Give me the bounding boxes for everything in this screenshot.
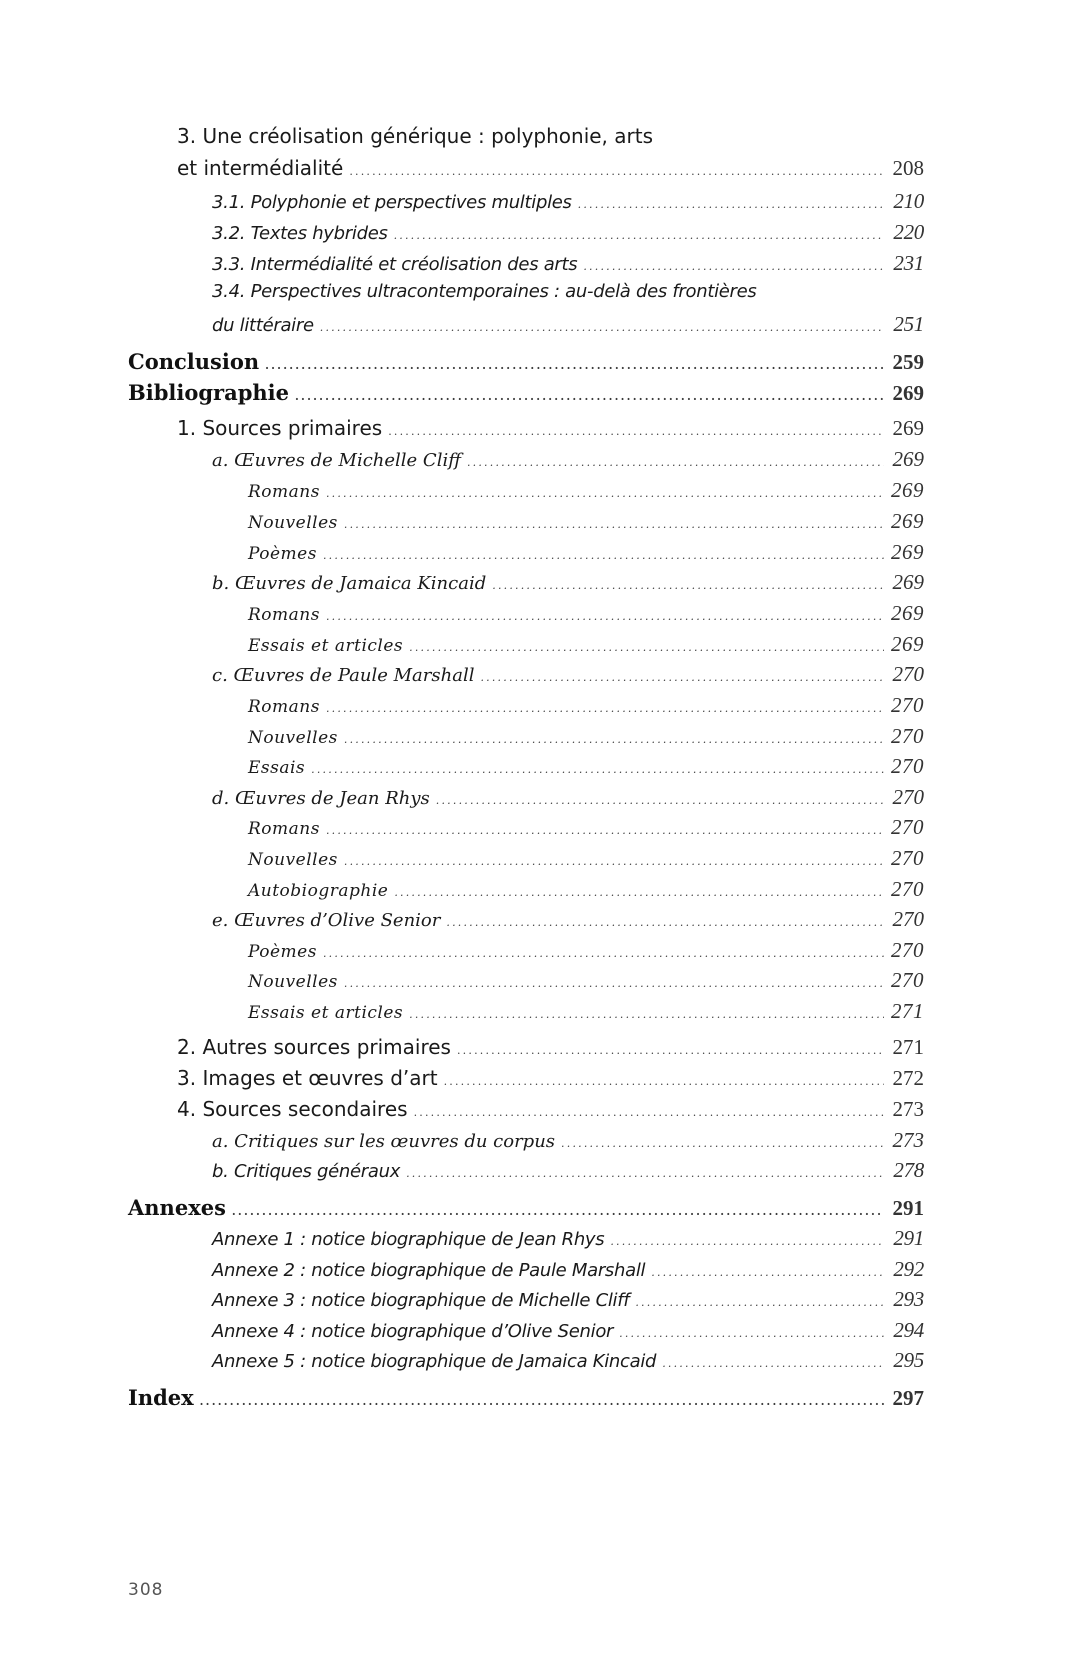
toc-entry-label: Bibliographie	[128, 380, 290, 405]
toc-entry[interactable]	[248, 754, 924, 779]
dot-leader	[619, 1327, 884, 1340]
toc-entry[interactable]	[248, 846, 924, 871]
dot-leader	[480, 671, 884, 684]
toc-entry-label: Annexe 1 : notice biographique de Jean Rhys	[212, 1229, 605, 1250]
toc-entry-label: et intermédialité	[177, 156, 344, 180]
toc-entry-label: Nouvelles	[248, 972, 338, 992]
toc-page-number: 269	[891, 601, 924, 625]
toc-entry[interactable]	[212, 1287, 924, 1312]
dot-leader	[406, 1167, 884, 1180]
toc-entry[interactable]	[248, 509, 924, 534]
dot-leader	[561, 1137, 884, 1150]
toc-page-number: 271	[891, 999, 924, 1023]
toc-page-number: 270	[891, 968, 924, 992]
dot-leader	[326, 610, 884, 623]
dot-leader	[311, 763, 884, 776]
toc-page-number: 292	[893, 1257, 924, 1281]
toc-page-number: 270	[891, 815, 924, 839]
toc-page-number: 271	[892, 1035, 924, 1059]
dot-leader	[610, 1235, 884, 1248]
dot-leader	[651, 1266, 884, 1279]
toc-entry-label: 3.2. Textes hybrides	[212, 223, 388, 244]
toc-entry-label: Annexe 4 : notice biographique d’Olive Senior	[212, 1321, 614, 1342]
toc-entry-label: Romans	[248, 819, 320, 839]
dot-leader	[295, 390, 884, 403]
dot-leader	[662, 1357, 884, 1370]
toc-page-number: 269	[891, 540, 924, 564]
toc-entry-label: a. Critiques sur les œuvres du corpus	[212, 1131, 556, 1152]
toc-entry-label: Essais et articles	[248, 1003, 404, 1023]
page-folio: 308	[128, 1580, 164, 1600]
dot-leader	[326, 702, 884, 715]
toc-entry[interactable]	[248, 724, 924, 749]
toc-entry-label: Nouvelles	[248, 513, 338, 533]
dot-leader	[232, 1205, 884, 1218]
toc-entry-label: d. Œuvres de Jean Rhys	[212, 788, 430, 809]
toc-entry-label: Essais	[248, 758, 306, 778]
toc-page-number: 269	[891, 632, 924, 656]
toc-entry[interactable]	[248, 693, 924, 718]
toc-page-number: 295	[893, 1348, 924, 1372]
toc-page-number: 269	[892, 447, 924, 471]
toc-page-number: 273	[892, 1128, 924, 1152]
dot-leader	[457, 1044, 884, 1057]
dot-leader	[323, 947, 884, 960]
toc-entry-label: 3.3. Intermédialité et créolisation des arts	[212, 254, 578, 275]
toc-entry[interactable]	[248, 601, 924, 626]
toc-entry-label: Annexe 5 : notice biographique de Jamaica Kincaid	[212, 1351, 657, 1372]
toc-section-3-line1: 3. Une créolisation générique : polyphonie, arts	[177, 124, 654, 148]
toc-entry[interactable]	[212, 570, 924, 595]
toc-page-number: 270	[892, 785, 924, 809]
toc-entry[interactable]	[177, 1035, 924, 1060]
toc-page-number: 270	[891, 846, 924, 870]
toc-page-number: 220	[893, 220, 924, 244]
toc-entry[interactable]	[248, 999, 924, 1024]
toc-page-number: 210	[893, 189, 924, 213]
toc-entry[interactable]	[212, 1226, 924, 1251]
dot-leader	[344, 855, 884, 868]
toc-entry[interactable]	[212, 447, 924, 472]
toc-entry-label: e. Œuvres d’Olive Senior	[212, 910, 441, 931]
toc-entry-label: c. Œuvres de Paule Marshall	[212, 665, 475, 686]
toc-page-number: 297	[892, 1386, 924, 1410]
toc-page-number: 269	[892, 416, 924, 440]
toc-entry-label: b. Œuvres de Jamaica Kincaid	[212, 573, 487, 594]
toc-entry[interactable]	[212, 662, 924, 687]
dot-leader	[436, 794, 884, 807]
dot-leader	[446, 916, 884, 929]
dot-leader	[344, 977, 884, 990]
toc-entry-section-3[interactable]	[177, 156, 924, 181]
toc-page-number: 270	[891, 693, 924, 717]
toc-entry-label: 3. Images et œuvres d’art	[177, 1066, 438, 1090]
toc-entry[interactable]	[212, 1348, 924, 1373]
dot-leader	[394, 886, 884, 899]
toc-entry[interactable]	[248, 815, 924, 840]
toc-entry[interactable]	[212, 189, 924, 214]
dot-leader	[344, 518, 884, 531]
toc-subsection-3-4-line1: 3.4. Perspectives ultracontemporaines : au-delà des frontières	[212, 281, 757, 302]
toc-page-number: 278	[893, 1158, 924, 1182]
toc-entry-label: Nouvelles	[248, 850, 338, 870]
dot-leader	[349, 165, 884, 178]
toc-page-number: 270	[891, 938, 924, 962]
toc-entry[interactable]	[177, 1097, 924, 1122]
toc-entry[interactable]	[212, 1158, 924, 1183]
toc-entry-label: Romans	[248, 482, 320, 502]
dot-leader	[492, 579, 884, 592]
toc-page-number: 294	[893, 1318, 924, 1342]
toc-page-number: 269	[891, 509, 924, 533]
toc-entry-label: Poèmes	[248, 544, 317, 564]
toc-entry[interactable]	[248, 968, 924, 993]
dot-leader	[414, 1106, 884, 1119]
toc-entry-label: Annexes	[128, 1195, 226, 1220]
toc-entry-label: Index	[128, 1385, 194, 1410]
toc-entry[interactable]	[248, 632, 924, 657]
toc-entry[interactable]	[212, 907, 924, 932]
toc-entry-label: du littéraire	[212, 315, 314, 336]
toc-entry-label: 4. Sources secondaires	[177, 1097, 408, 1121]
toc-page-number: 259	[892, 350, 924, 374]
dot-leader	[326, 487, 884, 500]
dot-leader	[394, 229, 884, 242]
toc-entry-label: b. Critiques généraux	[212, 1161, 401, 1182]
toc-page-number: 208	[892, 156, 924, 180]
toc-part-annexes[interactable]	[128, 1195, 924, 1221]
toc-entry-subsection-3-4[interactable]	[212, 312, 924, 337]
toc-entry-label: a. Œuvres de Michelle Cliff	[212, 450, 461, 471]
toc-entry-label: Poèmes	[248, 942, 317, 962]
toc-entry-label: Conclusion	[128, 349, 260, 374]
toc-entry-label: 2. Autres sources primaires	[177, 1035, 451, 1059]
toc-page-number: 270	[892, 907, 924, 931]
dot-leader	[200, 1395, 884, 1408]
toc-entry-label: 1. Sources primaires	[177, 416, 383, 440]
toc-page-number: 251	[893, 312, 924, 336]
dot-leader	[635, 1296, 884, 1309]
toc-entry-label: Annexe 3 : notice biographique de Michelle Cliff	[212, 1290, 630, 1311]
toc-page-number: 273	[892, 1097, 924, 1121]
toc-page-number: 272	[892, 1066, 924, 1090]
toc-entry[interactable]	[212, 1318, 924, 1343]
toc-entry[interactable]	[212, 785, 924, 810]
toc-entry[interactable]	[212, 220, 924, 245]
toc-entry[interactable]	[212, 1257, 924, 1282]
toc-page-number: 231	[893, 251, 924, 275]
toc-page-number: 269	[892, 381, 924, 405]
toc-entry[interactable]	[248, 540, 924, 565]
toc-page-number: 291	[893, 1226, 924, 1250]
toc-entry-label: Nouvelles	[248, 728, 338, 748]
toc-entry-label: Romans	[248, 697, 320, 717]
toc-page-number: 269	[891, 478, 924, 502]
toc-entry[interactable]	[177, 1066, 924, 1091]
dot-leader	[444, 1075, 884, 1088]
toc-page-number: 270	[892, 662, 924, 686]
toc-entry-label: 3.1. Polyphonie et perspectives multiples	[212, 192, 572, 213]
dot-leader	[467, 456, 884, 469]
toc-part-index[interactable]	[128, 1385, 924, 1411]
toc-entry-label: Romans	[248, 605, 320, 625]
toc-entry-label: Autobiographie	[248, 881, 389, 901]
dot-leader	[578, 198, 884, 211]
toc-entry[interactable]	[248, 938, 924, 963]
dot-leader	[344, 733, 884, 746]
dot-leader	[326, 824, 884, 837]
dot-leader	[320, 321, 884, 334]
toc-entry[interactable]	[177, 416, 924, 441]
dot-leader	[583, 260, 884, 273]
toc-entry[interactable]	[248, 478, 924, 503]
dot-leader	[409, 641, 884, 654]
toc-entry-label: Essais et articles	[248, 636, 404, 656]
toc-entry[interactable]	[212, 1128, 924, 1153]
toc-part-bibliographie[interactable]	[128, 380, 924, 406]
toc-page-number: 269	[892, 570, 924, 594]
toc-page-number: 270	[891, 724, 924, 748]
toc-entry[interactable]	[212, 251, 924, 276]
toc-entry[interactable]	[248, 877, 924, 902]
toc-page-number: 293	[893, 1287, 924, 1311]
toc-part-conclusion[interactable]	[128, 349, 924, 375]
toc-page-number: 270	[891, 877, 924, 901]
dot-leader	[323, 549, 884, 562]
dot-leader	[409, 1008, 884, 1021]
toc-page-number: 270	[891, 754, 924, 778]
toc-page-number: 291	[892, 1196, 924, 1220]
toc-entry-label: Annexe 2 : notice biographique de Paule Marshall	[212, 1260, 646, 1281]
dot-leader	[265, 359, 884, 372]
dot-leader	[388, 425, 884, 438]
